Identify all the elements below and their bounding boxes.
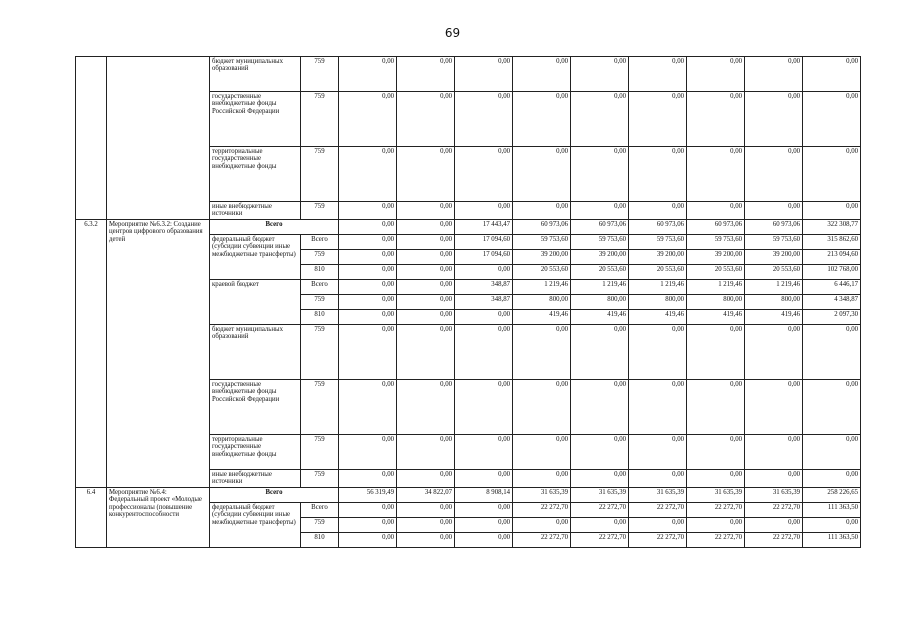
amount-cell: 0,00 [745,434,803,469]
budget-code-cell: 759 [301,324,339,379]
amount-cell: 0,00 [629,324,687,379]
amount-cell: 213 094,60 [803,249,861,264]
amount-cell: 34 822,07 [397,487,455,502]
budget-code-cell: 810 [301,532,339,547]
page-number: 69 [444,26,461,40]
amount-cell: 0,00 [629,434,687,469]
amount-cell: 0,00 [745,202,803,220]
amount-cell: 0,00 [803,147,861,202]
amount-cell: 39 200,00 [745,249,803,264]
amount-cell: 0,00 [397,469,455,487]
amount-cell: 419,46 [513,309,571,324]
amount-cell: 0,00 [397,309,455,324]
amount-cell: 0,00 [397,249,455,264]
amount-cell: 0,00 [339,234,397,249]
amount-cell: 800,00 [745,294,803,309]
amount-cell: 0,00 [629,57,687,92]
funding-source-cell: краевой бюджет [210,279,301,324]
amount-cell: 0,00 [339,147,397,202]
amount-cell: 0,00 [803,379,861,434]
amount-cell: 0,00 [629,92,687,147]
budget-code-cell: 759 [301,202,339,220]
amount-cell: 0,00 [745,379,803,434]
amount-cell: 111 363,50 [803,532,861,547]
amount-cell: 800,00 [629,294,687,309]
amount-cell: 22 272,70 [745,502,803,517]
amount-cell: 0,00 [687,469,745,487]
amount-cell: 0,00 [339,532,397,547]
amount-cell: 1 219,46 [513,279,571,294]
amount-cell: 0,00 [803,517,861,532]
amount-cell: 0,00 [687,434,745,469]
amount-cell: 0,00 [455,324,513,379]
total-label-cell: Всего [210,487,339,502]
amount-cell: 0,00 [571,379,629,434]
amount-cell: 0,00 [397,92,455,147]
amount-cell: 59 753,60 [687,234,745,249]
amount-cell: 22 272,70 [513,532,571,547]
amount-cell: 0,00 [513,202,571,220]
table-row [76,487,861,502]
amount-cell: 20 553,60 [629,264,687,279]
amount-cell: 0,00 [455,57,513,92]
amount-cell: 0,00 [397,294,455,309]
budget-code-cell: 810 [301,264,339,279]
amount-cell: 1 219,46 [687,279,745,294]
funding-source-cell: федеральный бюджет (субсидии субвенции иные межбюджетные трансферты) [210,502,301,547]
amount-cell: 31 635,39 [745,487,803,502]
amount-cell: 0,00 [803,434,861,469]
amount-cell: 419,46 [571,309,629,324]
amount-cell: 0,00 [339,502,397,517]
amount-cell: 0,00 [687,379,745,434]
amount-cell: 22 272,70 [687,502,745,517]
budget-code-cell: 759 [301,517,339,532]
amount-cell: 20 553,60 [571,264,629,279]
funding-source-cell: иные внебюджетные источники [210,202,301,220]
amount-cell: 0,00 [339,202,397,220]
budget-code-cell: Всего [301,502,339,517]
amount-cell: 0,00 [455,202,513,220]
budget-code-cell: 759 [301,249,339,264]
amount-cell: 0,00 [803,469,861,487]
amount-cell: 0,00 [745,147,803,202]
amount-cell: 0,00 [397,219,455,234]
funding-source-cell: бюджет муниципальных образований [210,57,301,92]
event-name-cell: Мероприятие №6.3.2: Создание центров цифрового образования детей [107,219,210,487]
amount-cell: 20 553,60 [687,264,745,279]
amount-cell: 800,00 [687,294,745,309]
amount-cell: 0,00 [455,309,513,324]
amount-cell: 322 308,77 [803,219,861,234]
amount-cell: 0,00 [455,92,513,147]
amount-cell: 0,00 [745,57,803,92]
amount-cell: 31 635,39 [513,487,571,502]
amount-cell: 56 319,49 [339,487,397,502]
amount-cell: 0,00 [397,202,455,220]
funding-source-cell: территориальные государственные внебюджетные фонды [210,434,301,469]
amount-cell: 258 226,65 [803,487,861,502]
amount-cell: 0,00 [397,434,455,469]
amount-cell: 0,00 [455,264,513,279]
amount-cell: 0,00 [397,517,455,532]
amount-cell: 59 753,60 [629,234,687,249]
amount-cell: 800,00 [513,294,571,309]
amount-cell: 59 753,60 [745,234,803,249]
amount-cell: 102 768,00 [803,264,861,279]
amount-cell: 60 973,06 [629,219,687,234]
amount-cell: 0,00 [687,324,745,379]
amount-cell: 0,00 [629,379,687,434]
amount-cell: 0,00 [455,469,513,487]
amount-cell: 0,00 [629,202,687,220]
event-name-cell [107,57,210,220]
amount-cell: 0,00 [397,264,455,279]
budget-code-cell: 759 [301,434,339,469]
amount-cell: 22 272,70 [513,502,571,517]
amount-cell: 0,00 [687,57,745,92]
amount-cell: 0,00 [339,249,397,264]
amount-cell: 8 908,14 [455,487,513,502]
amount-cell: 0,00 [803,324,861,379]
amount-cell: 60 973,06 [513,219,571,234]
amount-cell: 59 753,60 [571,234,629,249]
amount-cell: 0,00 [455,379,513,434]
amount-cell: 0,00 [513,57,571,92]
amount-cell: 0,00 [513,324,571,379]
amount-cell: 31 635,39 [629,487,687,502]
amount-cell: 0,00 [571,57,629,92]
budget-code-cell: Всего [301,234,339,249]
amount-cell: 0,00 [397,502,455,517]
amount-cell: 0,00 [629,147,687,202]
budget-code-cell: 759 [301,294,339,309]
amount-cell: 0,00 [397,147,455,202]
funding-source-cell: иные внебюджетные источники [210,469,301,487]
amount-cell: 0,00 [571,202,629,220]
amount-cell: 0,00 [339,324,397,379]
amount-cell: 315 862,60 [803,234,861,249]
amount-cell: 0,00 [339,57,397,92]
amount-cell: 0,00 [687,202,745,220]
amount-cell: 22 272,70 [629,532,687,547]
amount-cell: 0,00 [803,92,861,147]
amount-cell: 0,00 [455,502,513,517]
amount-cell: 1 219,46 [571,279,629,294]
amount-cell: 1 219,46 [629,279,687,294]
amount-cell: 39 200,00 [513,249,571,264]
amount-cell: 0,00 [687,92,745,147]
amount-cell: 0,00 [513,379,571,434]
amount-cell: 348,87 [455,294,513,309]
amount-cell: 0,00 [397,324,455,379]
amount-cell: 1 219,46 [745,279,803,294]
table-row [76,57,861,92]
budget-code-cell: 759 [301,147,339,202]
amount-cell: 0,00 [571,517,629,532]
amount-cell: 0,00 [513,434,571,469]
event-name-cell: Мероприятие №6.4: Федеральный проект «Молодые профессионалы (повышение конкурентоспособности [107,487,210,547]
amount-cell: 0,00 [803,202,861,220]
amount-cell: 348,87 [455,279,513,294]
budget-code-cell: 759 [301,379,339,434]
amount-cell: 0,00 [455,517,513,532]
amount-cell: 60 973,06 [687,219,745,234]
amount-cell: 0,00 [687,147,745,202]
amount-cell: 0,00 [745,324,803,379]
amount-cell: 31 635,39 [571,487,629,502]
amount-cell: 22 272,70 [745,532,803,547]
amount-cell: 17 443,47 [455,219,513,234]
amount-cell: 0,00 [687,517,745,532]
amount-cell: 0,00 [513,469,571,487]
amount-cell: 39 200,00 [687,249,745,264]
amount-cell: 0,00 [745,517,803,532]
amount-cell: 0,00 [339,92,397,147]
amount-cell: 419,46 [745,309,803,324]
funding-source-cell: государственные внебюджетные фонды Российской Федерации [210,379,301,434]
amount-cell: 0,00 [339,279,397,294]
amount-cell: 0,00 [455,532,513,547]
funding-source-cell: территориальные государственные внебюджетные фонды [210,147,301,202]
budget-code-cell: 810 [301,309,339,324]
amount-cell: 0,00 [629,469,687,487]
amount-cell: 0,00 [339,517,397,532]
amount-cell: 0,00 [397,279,455,294]
amount-cell: 0,00 [339,469,397,487]
amount-cell: 17 094,60 [455,234,513,249]
budget-table [75,56,861,548]
amount-cell: 59 753,60 [513,234,571,249]
amount-cell: 0,00 [397,379,455,434]
amount-cell: 6 446,17 [803,279,861,294]
amount-cell: 0,00 [397,532,455,547]
item-number-cell: 6.4 [76,487,107,547]
amount-cell: 0,00 [339,264,397,279]
amount-cell: 22 272,70 [571,502,629,517]
amount-cell: 22 272,70 [629,502,687,517]
total-label-cell: Всего [210,219,339,234]
amount-cell: 0,00 [397,57,455,92]
amount-cell: 20 553,60 [513,264,571,279]
amount-cell: 2 097,30 [803,309,861,324]
amount-cell: 0,00 [803,57,861,92]
amount-cell: 0,00 [455,147,513,202]
item-number-cell: 6.3.2 [76,219,107,487]
amount-cell: 39 200,00 [571,249,629,264]
amount-cell: 39 200,00 [629,249,687,264]
budget-code-cell: 759 [301,469,339,487]
amount-cell: 0,00 [513,517,571,532]
amount-cell: 60 973,06 [745,219,803,234]
amount-cell: 4 348,87 [803,294,861,309]
amount-cell: 0,00 [571,434,629,469]
amount-cell: 22 272,70 [571,532,629,547]
funding-source-cell: государственные внебюджетные фонды Российской Федерации [210,92,301,147]
budget-code-cell: Всего [301,279,339,294]
amount-cell: 0,00 [629,517,687,532]
amount-cell: 0,00 [745,469,803,487]
budget-code-cell: 759 [301,57,339,92]
amount-cell: 0,00 [571,147,629,202]
amount-cell: 0,00 [571,324,629,379]
amount-cell: 17 094,60 [455,249,513,264]
table-row [76,219,861,234]
funding-source-cell: федеральный бюджет (субсидии субвенции иные межбюджетные трансферты) [210,234,301,279]
amount-cell: 0,00 [455,434,513,469]
amount-cell: 0,00 [339,379,397,434]
amount-cell: 0,00 [513,147,571,202]
amount-cell: 419,46 [629,309,687,324]
amount-cell: 0,00 [339,294,397,309]
funding-source-cell: бюджет муниципальных образований [210,324,301,379]
amount-cell: 111 363,50 [803,502,861,517]
amount-cell: 800,00 [571,294,629,309]
amount-cell: 0,00 [339,219,397,234]
amount-cell: 0,00 [745,92,803,147]
amount-cell: 0,00 [571,92,629,147]
amount-cell: 20 553,60 [745,264,803,279]
amount-cell: 0,00 [397,234,455,249]
budget-code-cell: 759 [301,92,339,147]
amount-cell: 0,00 [571,469,629,487]
amount-cell: 0,00 [339,434,397,469]
amount-cell: 0,00 [339,309,397,324]
amount-cell: 22 272,70 [687,532,745,547]
amount-cell: 419,46 [687,309,745,324]
amount-cell: 60 973,06 [571,219,629,234]
item-number-cell [76,57,107,220]
amount-cell: 0,00 [513,92,571,147]
amount-cell: 31 635,39 [687,487,745,502]
